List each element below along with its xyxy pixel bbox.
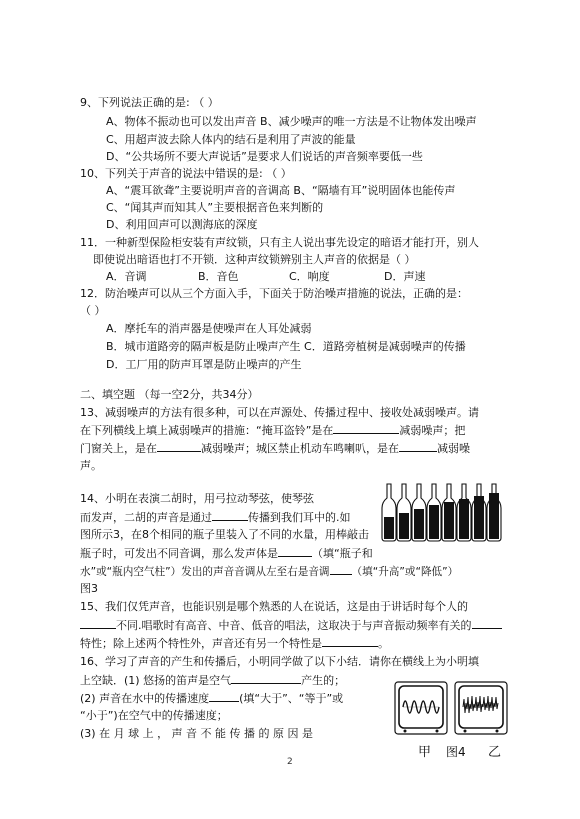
q16-line-4: “小于”)在空气中的传播速度； [80, 709, 228, 722]
bottle [442, 484, 456, 541]
q12-option-a: A．摩托车的消声器是使噪声在人耳处减弱 [106, 322, 312, 335]
q10-options-ab: A、“震耳欲聋”主要说明声音的音调高 B、“隔墙有耳”说明固体也能传声 [106, 184, 456, 197]
q14-line-2 [80, 510, 351, 524]
q11-option-b: B．音色 [198, 270, 239, 283]
bottle [457, 484, 471, 541]
oscilloscope-yi [455, 682, 507, 734]
q15-line-1: 15、我们仅凭声音，也能识别是哪个熟悉的人在说话，这是由于讲话时每个人的 [80, 600, 468, 613]
answer-blank[interactable] [333, 423, 399, 434]
q14-text: 传播到我们耳中的.如 [248, 511, 351, 524]
q13-text: 门窗关上，是在 [80, 442, 157, 455]
oscilloscope-figure [393, 680, 511, 752]
q13-text: 减弱噪声；把 [399, 424, 466, 437]
q9-stem: 9、下列说法正确的是: （ ） [80, 96, 219, 109]
q9-options-ab: A、物体不振动也可以发出声音 B、减少噪声的唯一方法是不让物体发出噪声 [106, 115, 477, 128]
q12-stem: 12．防治噪声可以从三个方面入手，下面关于防治噪声措施的说法，正确的是： [80, 287, 468, 300]
q16-text: 上空缺．(1) 悠扬的笛声是空气 [80, 674, 232, 687]
q12-stem-2: （ ） [80, 304, 106, 317]
q14-line-1: 14、小明在表演二胡时，用弓拉动琴弦，使琴弦 [80, 492, 314, 505]
q16-line-2 [80, 673, 345, 687]
q14-line-4 [80, 546, 373, 560]
figure-4-label-jia: 甲 [418, 745, 432, 760]
q11-stem: 11．一种新型保险柜安装有声纹锁，只有主人说出事先设定的暗语才能打开，别人 [80, 236, 479, 249]
q11-option-a: A．音调 [106, 270, 147, 283]
page-number: 2 [287, 757, 293, 767]
q11-option-c: C．响度 [289, 270, 330, 283]
section-title: 二、填空题 （每一空2分，共34分） [80, 388, 259, 401]
q16-text: (填“大于”、“等于”或 [239, 692, 344, 705]
figure-3-caption: 图3 [80, 582, 98, 595]
q12-option-d: D．工厂用的防声耳罩是防止噪声的产生 [106, 358, 302, 371]
q16-text: (2) 声音在水中的传播速度 [80, 692, 210, 705]
oscilloscope-jia [395, 682, 447, 734]
bottles-figure [380, 481, 504, 543]
q15-line-3 [80, 636, 389, 650]
q9-option-c: C、用超声波去除人体内的结石是利用了声波的能量 [106, 133, 356, 146]
q10-stem: 10、下列关于声音的说法中错误的是: （ ） [80, 167, 292, 180]
q13-line-3 [80, 441, 470, 455]
q14-text: （填“瓶子和 [312, 547, 373, 560]
q16-line-1: 16、学习了声音的产生和传播后，小明同学做了以下小结．请你在横线上为小明填 [80, 655, 479, 668]
q14-line-5 [80, 564, 458, 579]
q12-options-bc: B．城市道路旁的隔声板是防止噪声产生 C．道路旁植树是减弱噪声的传播 [106, 340, 466, 353]
q15-text: 。 [378, 637, 389, 650]
answer-blank[interactable] [472, 618, 502, 629]
answer-blank[interactable] [209, 691, 239, 702]
q13-line-1: 13、减弱噪声的方法有很多种，可以在声源处、传播过程中、接收处减弱噪声。请 [80, 406, 479, 419]
q13-text: 减弱噪声；城区禁止机动车鸣喇叭，是在 [201, 442, 399, 455]
answer-blank[interactable] [80, 618, 116, 629]
q10-option-d: D、利用回声可以测海底的深度 [106, 218, 258, 231]
answer-blank[interactable] [399, 441, 437, 452]
q13-text: 在下列横线上填上减弱噪声的措施：“掩耳盗铃”是在 [80, 424, 334, 437]
q14-text: 瓶子时，可发出不同音调，那么发声体是 [80, 547, 278, 560]
q13-text: 减弱噪 [437, 442, 470, 455]
q9-option-d: D、“公共场所不要大声说话”是要求人们说话的声音频率要低一些 [106, 150, 423, 163]
answer-blank[interactable] [212, 510, 248, 521]
q16-text: 产生的； [301, 674, 346, 687]
q13-line-2 [80, 423, 465, 437]
q15-text: 不同.唱歌时有高音、中音、低音的唱法，这取决于与声音振动频率有关的 [116, 619, 472, 632]
bottle [382, 484, 396, 541]
q14-text: （填“升高”或“降低”） [351, 566, 459, 578]
figure-4-label-yi: 乙 [488, 745, 502, 760]
q11-option-d: D．声速 [384, 270, 426, 283]
q16-line-5: (3) 在 月 球 上 ， 声 音 不 能 传 播 的 原 因 是 [80, 727, 314, 740]
answer-blank[interactable] [278, 546, 312, 557]
bottle [487, 484, 501, 541]
figure-4-caption: 图4 [446, 745, 466, 759]
answer-blank[interactable] [330, 564, 352, 575]
q11-stem-2: 即使说出暗语也打不开锁．这种声纹锁辨别主人声音的依据是（ ） [93, 253, 416, 266]
q16-line-3 [80, 691, 343, 705]
q15-line-2 [80, 618, 502, 632]
q14-text: 水”或“瓶内空气柱”）发出的声音音调从左至右是音调 [80, 566, 330, 578]
bottle [472, 484, 486, 541]
answer-blank[interactable] [322, 636, 378, 647]
q14-line-3: 图所示3，在8个相同的瓶子里装入了不同的水量，用棒敲击 [80, 528, 369, 541]
bottle [412, 484, 426, 541]
q14-text: 而发声，二胡的声音是通过 [80, 511, 212, 524]
answer-blank[interactable] [157, 441, 201, 452]
bottle [427, 484, 441, 541]
answer-blank[interactable] [231, 673, 301, 684]
q13-line-4: 声。 [80, 459, 102, 472]
q15-text: 特性；除上述两个特性外，声音还有另一个特性是 [80, 637, 322, 650]
q10-option-c: C、“闻其声而知其人”主要根据音色来判断的 [106, 201, 324, 214]
bottle [397, 484, 411, 541]
